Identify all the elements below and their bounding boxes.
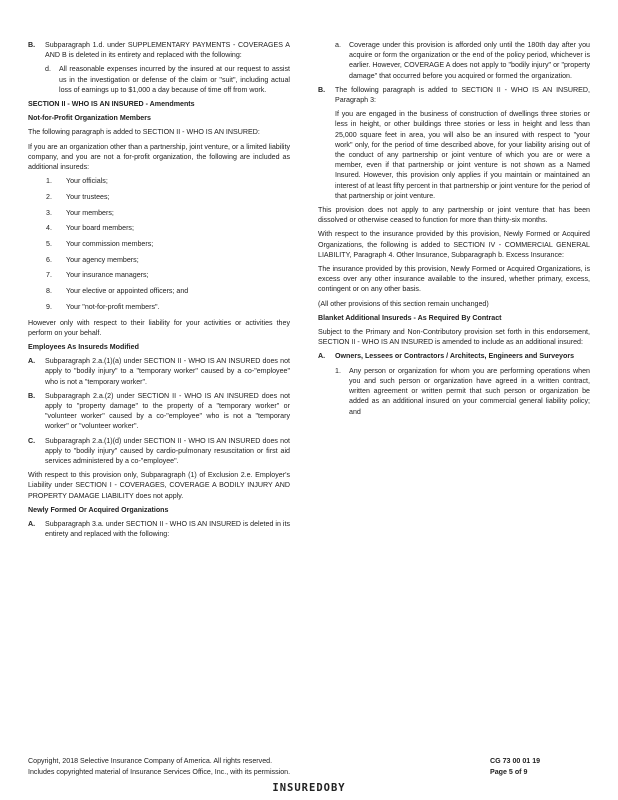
members-closing: However only with respect to their liability for your activities or activities they perform on your behalf.	[28, 318, 290, 337]
newly-formed-heading: Newly Formed Or Acquired Organizations	[28, 505, 169, 514]
item-b-right: B. The following paragraph is added to SECTION II - WHO IS AN INSURED, Paragraph 3:	[318, 85, 590, 105]
owners-subitem: 1. Any person or organization for whom you are performing operations when you and such person or organization have agreed in a written contract, written agreement or written permit that such person or organization be added as an additional insured on your commercial general liability policy; and	[335, 366, 590, 416]
list-item: 5. Your commission members;	[46, 240, 154, 249]
emp-item-b: B. Subparagraph 2.a.(2) under SECTION II - WHO IS AN INSURED does not apply to "property damage" to the property of a "temporary worker" or "volunteer worker" caused by a co-"employee" who is not a "temporary worker" or "volunteer worker".	[28, 391, 290, 431]
list-item: 4. Your board members;	[46, 224, 134, 233]
subitem-a: a. Coverage under this provision is afforded only until the 180th day after you acquire or form the organization or the end of the policy period, whichever is earlier. However, COVERAGE A does not apply to "bodily injury" or "property damage" that occurred before you acquired or formed the organization.	[335, 41, 590, 80]
footer-form-info	[490, 756, 590, 777]
newly-item-a: A. Subparagraph 3.a. under SECTION II - WHO IS AN INSURED is deleted in its entirety and replaced with the following:	[28, 520, 290, 539]
list-item: 7. Your insurance managers;	[46, 271, 149, 280]
list-item: 6. Your agency members;	[46, 255, 139, 264]
emp-item-c: C. Subparagraph 2.a.(1)(d) under SECTION II - WHO IS AN INSURED does not apply to "bodily injury" caused by cardio-pulmonary resuscitation or first aid services administered by a co-"employee".	[28, 436, 290, 465]
item-text: Subparagraph 1.d. under SUPPLEMENTARY PAYMENTS - COVERAGES A AND B is deleted in its entirety and replaced with the following:	[45, 41, 290, 60]
form-number: CG 73 00 01 19	[490, 757, 541, 765]
unchanged-note: (All other provisions of this section remain unchanged)	[318, 299, 489, 308]
left-column	[28, 40, 290, 543]
nfp-heading: Not-for-Profit Organization Members	[28, 114, 151, 123]
blanket-body: Subject to the Primary and Non-Contributory provision set forth in this endorsement, SECTION II - WHO IS AN INSURED is amended to include as an additional insured:	[318, 328, 590, 347]
copyright-line: Copyright, 2018 Selective Insurance Company of America. All rights reserved.	[28, 757, 273, 765]
owners-item: A. Owners, Lessees or Contractors / Architects, Engineers and Surveyors	[318, 352, 575, 361]
employees-heading: Employees As Insureds Modified	[28, 342, 139, 351]
brand-watermark: INSUREDOBY	[272, 782, 346, 794]
blanket-heading: Blanket Additional Insureds - As Required By Contract	[318, 313, 502, 322]
item-label: B.	[28, 41, 36, 49]
copyright-line: Includes copyrighted material of Insurance Services Office, Inc., with its permission.	[28, 767, 291, 776]
section-heading: SECTION II - WHO IS AN INSURED - Amendments	[28, 100, 195, 109]
not-apply-text: This provision does not apply to any partnership or joint venture that has been dissolved or otherwise ceased to function for more than thirty-six months.	[318, 206, 590, 225]
list-item: 8. Your elective or appointed officers; and	[46, 287, 189, 296]
emp-item-a: A. Subparagraph 2.a.(1)(a) under SECTION II - WHO IS AN INSURED does not apply to "bodily injury" to a "temporary worker" caused by a co-"employee" who is not a "temporary worker".	[28, 357, 290, 386]
employees-closing: With respect to this provision only, Subparagraph (1) of Exclusion 2.e. Employer's Liability under SECTION I - COVERAGES, COVERAGE A BODILY INJURY AND PROPERTY DAMAGE LIABILITY does not apply.	[28, 471, 290, 500]
footer-copyright	[28, 756, 388, 777]
nfp-intro: The following paragraph is added to SECTION II - WHO IS AN INSURED:	[28, 128, 260, 137]
subitem-text: All reasonable expenses incurred by the insured at our request to assist us in the investigation or defense of the claim or "suit", including actual loss of earnings up to $1,000 a day because of time off from work.	[59, 65, 290, 94]
list-item: 1. Your officials;	[46, 177, 108, 186]
nfp-body: If you are an organization other than a partnership, joint venture, or a limited liability company, and you are not a for-profit organization, the following are included as additional insureds:	[28, 142, 290, 172]
construction-body: If you are engaged in the business of construction of dwellings three stories or less in height, or other buildings three stories or less in height and less than 25,000 square feet in area, you will also be an insured with respect to "your work" only, for the period of time described above, for your liability arising out of the conduct of any partnership or joint venture of which you are or were a member, even if that partnership or joint venture is not shown as a Named Insured. However, this provision only applies if you maintain or maintained an interest of at least fifty percent in that partnership or joint venture for the period of that partnership or joint venture.	[335, 110, 590, 200]
subitem-d	[28, 64, 290, 95]
page-number: Page 5 of 9	[490, 767, 528, 776]
members-list	[28, 176, 290, 312]
right-column	[318, 40, 590, 421]
list-item: 3. Your members;	[46, 208, 114, 217]
insurance-provided-text: The insurance provided by this provision, Newly Formed or Acquired Organizations, is excess over any other insurance available to the insured, whether primary, excess, contingent or on any other basis.	[318, 265, 590, 294]
with-respect-text: With respect to the insurance provided by this provision, Newly Formed or Acquired Organizations, the following is added to SECTION IV - COMMERCIAL GENERAL LIABILITY, Paragraph 4. Other Insurance, Subparagraph b. Excess Insurance:	[318, 230, 590, 259]
list-item: 9. Your "not-for-profit members".	[46, 302, 160, 311]
subitem-label: d.	[45, 65, 51, 74]
list-item: 2. Your trustees;	[46, 192, 110, 201]
item-b	[28, 40, 290, 60]
